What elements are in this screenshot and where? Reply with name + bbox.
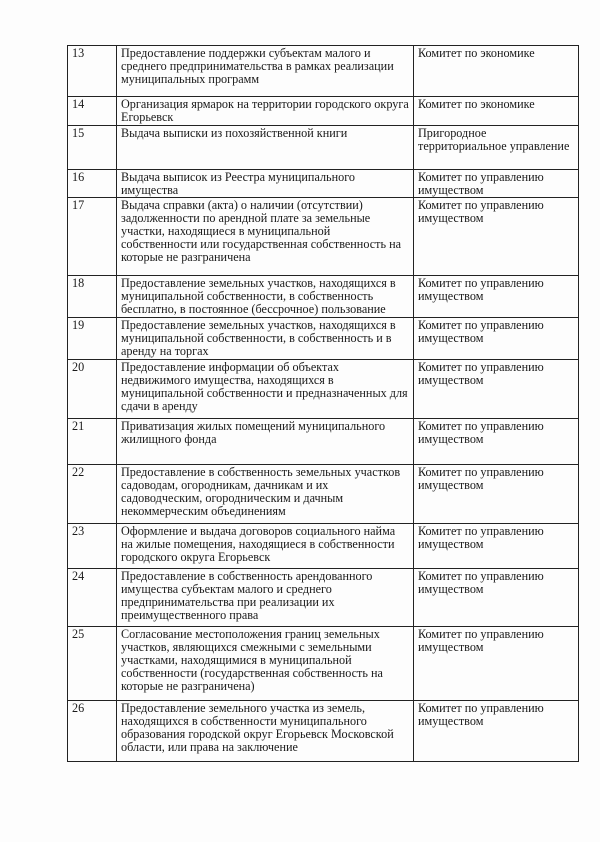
table-row — [68, 419, 579, 465]
table-row — [68, 569, 579, 627]
service-name: Предоставление земельных участков, находящихся в муниципальной собственности, в собственность и в аренду на торгах — [117, 318, 414, 360]
row-number: 14 — [68, 97, 117, 126]
table-row — [68, 46, 579, 97]
department: Комитет по экономике — [414, 46, 579, 97]
service-name: Приватизация жилых помещений муниципального жилищного фонда — [117, 419, 414, 465]
table-row — [68, 97, 579, 126]
service-name: Предоставление информации об объектах недвижимого имущества, находящихся в муниципальной собственности и предназначенных для сдачи в аренду — [117, 360, 414, 419]
service-name: Организация ярмарок на территории городского округа Егорьевск — [117, 97, 414, 126]
row-number: 15 — [68, 126, 117, 170]
department: Комитет по экономике — [414, 97, 579, 126]
service-name: Выдача справки (акта) о наличии (отсутствии) задолженности по арендной плате за земельные участки, находящиеся в муниципальной собственности или государственная собственность на которые не разграничена — [117, 198, 414, 276]
row-number: 25 — [68, 627, 117, 701]
row-number: 13 — [68, 46, 117, 97]
row-number: 17 — [68, 198, 117, 276]
department: Комитет по управлению имуществом — [414, 465, 579, 524]
row-number: 23 — [68, 524, 117, 569]
row-number: 18 — [68, 276, 117, 318]
service-name: Согласование местоположения границ земельных участков, являющихся смежными с земельными участками, находящимися в муниципальной собственности (государственная собственность на которые не разграничена) — [117, 627, 414, 701]
table-row — [68, 360, 579, 419]
service-name: Оформление и выдача договоров социального найма на жилые помещения, находящиеся в собственности городского округа Егорьевск — [117, 524, 414, 569]
row-number: 26 — [68, 701, 117, 762]
row-number: 22 — [68, 465, 117, 524]
row-number: 21 — [68, 419, 117, 465]
table-row — [68, 170, 579, 198]
table-row — [68, 524, 579, 569]
row-number: 24 — [68, 569, 117, 627]
department: Комитет по управлению имуществом — [414, 360, 579, 419]
service-name: Предоставление в собственность земельных участков садоводам, огородникам, дачникам и их садоводческим, огородническим и дачным некоммерческим объединениям — [117, 465, 414, 524]
department: Комитет по управлению имуществом — [414, 701, 579, 762]
service-name: Предоставление поддержки субъектам малого и среднего предпринимательства в рамках реализации муниципальных программ — [117, 46, 414, 97]
table-row — [68, 318, 579, 360]
department: Комитет по управлению имуществом — [414, 569, 579, 627]
table-row — [68, 465, 579, 524]
department: Комитет по управлению имуществом — [414, 524, 579, 569]
department: Комитет по управлению имуществом — [414, 198, 579, 276]
row-number: 16 — [68, 170, 117, 198]
table-row — [68, 276, 579, 318]
service-name: Предоставление в собственность арендованного имущества субъектам малого и среднего предпринимательства при реализации их преимущественного права — [117, 569, 414, 627]
table-row — [68, 701, 579, 762]
service-name: Выдача выписок из Реестра муниципального имущества — [117, 170, 414, 198]
table-row — [68, 198, 579, 276]
row-number: 19 — [68, 318, 117, 360]
department: Пригородное территориальное управление — [414, 126, 579, 170]
row-number: 20 — [68, 360, 117, 419]
department: Комитет по управлению имуществом — [414, 276, 579, 318]
department: Комитет по управлению имуществом — [414, 627, 579, 701]
table-row — [68, 627, 579, 701]
department: Комитет по управлению имуществом — [414, 170, 579, 198]
services-table — [67, 45, 579, 762]
service-name: Выдача выписки из похозяйственной книги — [117, 126, 414, 170]
department: Комитет по управлению имуществом — [414, 318, 579, 360]
service-name: Предоставление земельного участка из земель, находящихся в собственности муниципального образования городской округ Егорьевск Московской области, или права на заключение — [117, 701, 414, 762]
table-row — [68, 126, 579, 170]
department: Комитет по управлению имуществом — [414, 419, 579, 465]
service-name: Предоставление земельных участков, находящихся в муниципальной собственности, в собственность бесплатно, в постоянное (бессрочное) пользование — [117, 276, 414, 318]
